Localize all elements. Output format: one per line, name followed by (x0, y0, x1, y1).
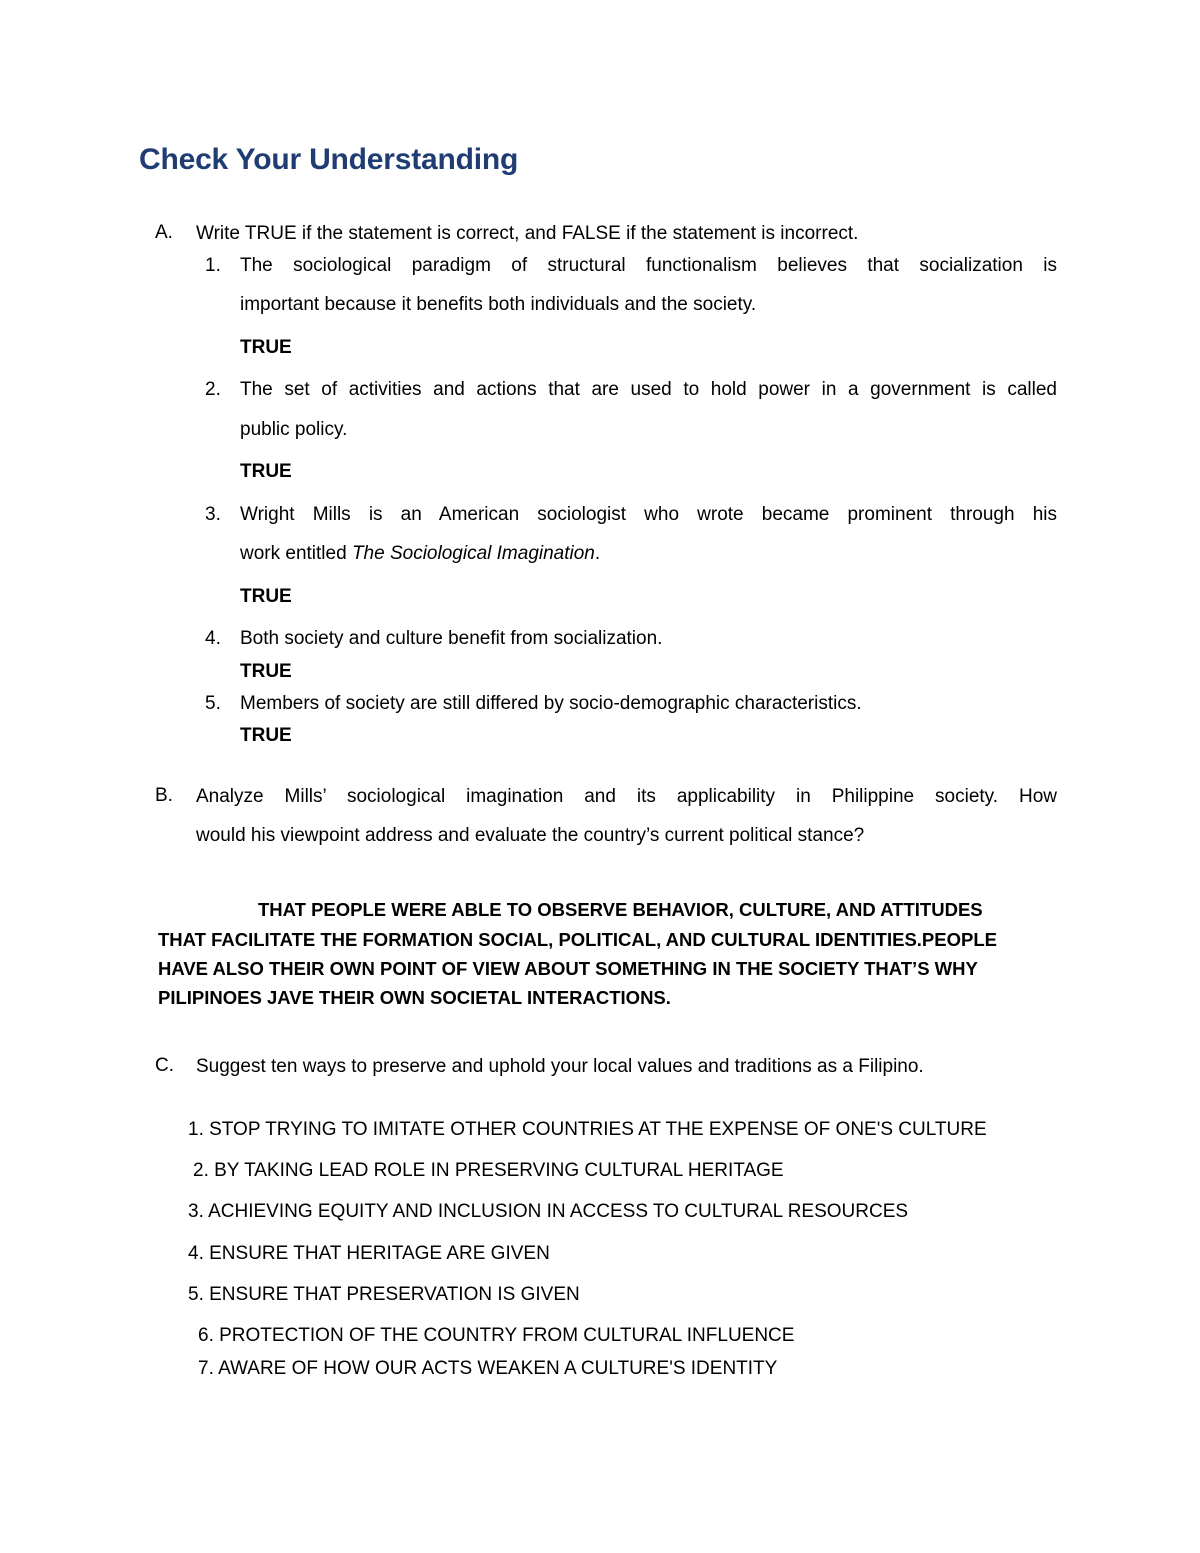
section-b-question: would his viewpoint address and evaluate the country’s current political stance? (196, 825, 865, 846)
section-b-answer: THAT PEOPLE WERE ABLE TO OBSERVE BEHAVIOR, CULTURE, AND ATTITUDES (258, 899, 983, 920)
answer-true: TRUE (240, 586, 292, 607)
list-item: 5. ENSURE THAT PRESERVATION IS GIVEN (188, 1284, 580, 1305)
statement-line: Both society and culture benefit from socialization. (240, 628, 663, 649)
section-b-answer: HAVE ALSO THEIR OWN POINT OF VIEW ABOUT SOMETHING IN THE SOCIETY THAT’S WHY (158, 958, 978, 979)
statement-line: Members of society are still differed by socio-demographic characteristics. (240, 693, 862, 714)
book-title: The Sociological Imagination (351, 543, 595, 564)
statement-line: The set of activities and actions that are used to hold power in a government is called (240, 379, 1057, 400)
section-c-letter: C. (155, 1055, 174, 1076)
section-a-instruction: Write TRUE if the statement is correct, and FALSE if the statement is incorrect. (196, 223, 859, 244)
list-item: 6. PROTECTION OF THE COUNTRY FROM CULTURAL INFLUENCE (198, 1325, 795, 1346)
statement-line (240, 542, 600, 566)
answer-true: TRUE (240, 337, 292, 358)
statement-line: public policy. (240, 419, 348, 440)
list-item: 3. ACHIEVING EQUITY AND INCLUSION IN ACCESS TO CULTURAL RESOURCES (188, 1201, 909, 1222)
answer-true: TRUE (240, 461, 292, 482)
answer-true: TRUE (240, 661, 292, 682)
section-b-answer: THAT FACILITATE THE FORMATION SOCIAL, POLITICAL, AND CULTURAL IDENTITIES.PEOPLE (158, 929, 997, 950)
answer-true: TRUE (240, 725, 292, 746)
section-c-instruction: Suggest ten ways to preserve and uphold your local values and traditions as a Filipino. (196, 1056, 924, 1077)
statement-line: important because it benefits both individuals and the society. (240, 294, 757, 315)
statement-line: Wright Mills is an American sociologist who wrote became prominent through his (240, 504, 1057, 525)
list-item: 7. AWARE OF HOW OUR ACTS WEAKEN A CULTURE'S IDENTITY (198, 1358, 778, 1379)
item-number: 4. (205, 628, 221, 649)
section-a-letter: A. (155, 222, 173, 243)
statement-line: The sociological paradigm of structural functionalism believes that socialization is (240, 255, 1057, 276)
section-b-letter: B. (155, 785, 173, 806)
list-item: 4. ENSURE THAT HERITAGE ARE GIVEN (188, 1243, 550, 1264)
statement-text: . (594, 543, 601, 564)
item-number: 1. (205, 255, 221, 276)
list-item: 1. STOP TRYING TO IMITATE OTHER COUNTRIES AT THE EXPENSE OF ONE'S CULTURE (188, 1119, 987, 1140)
item-number: 5. (205, 693, 221, 714)
page-title: Check Your Understanding (139, 143, 519, 176)
section-b-question: Analyze Mills’ sociological imagination and its applicability in Philippine society. How (196, 786, 1057, 807)
statement-text: work entitled (240, 543, 352, 564)
item-number: 3. (205, 504, 221, 525)
list-item: 2. BY TAKING LEAD ROLE IN PRESERVING CULTURAL HERITAGE (193, 1160, 784, 1181)
item-number: 2. (205, 379, 221, 400)
section-b-answer: PILIPINOES JAVE THEIR OWN SOCIETAL INTERACTIONS. (158, 987, 671, 1008)
